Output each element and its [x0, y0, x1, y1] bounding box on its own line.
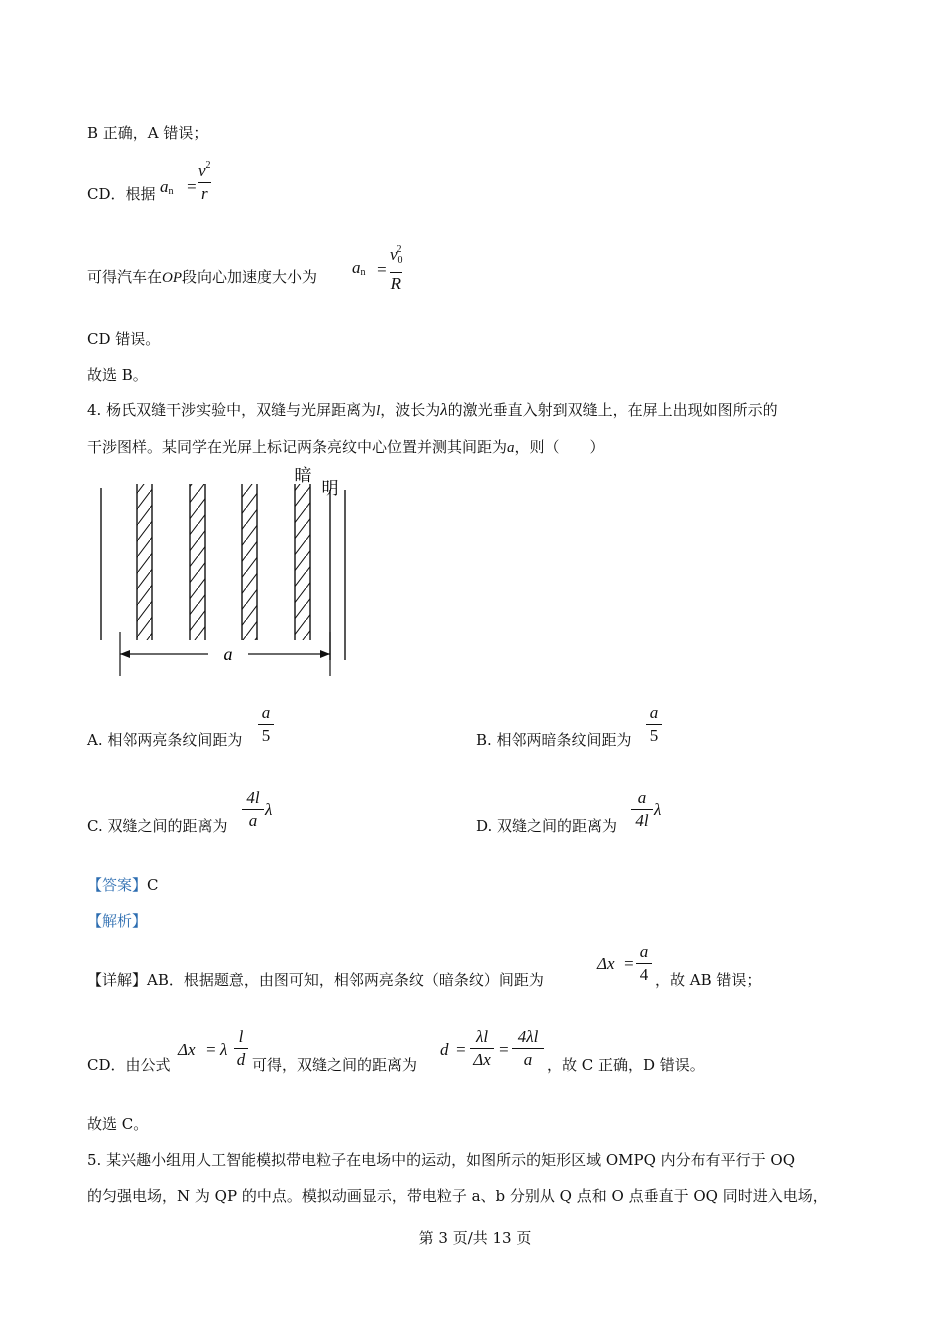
fraction-v0sq-over-R: $v_0^2$ R [390, 244, 403, 293]
option-d[interactable]: D. 双缝之间的距离为 [476, 817, 618, 835]
option-c-lambda: λ [265, 800, 273, 819]
page-footer: 第 3 页/共 13 页 [418, 1229, 532, 1247]
fraction-l-over-d: l d [234, 1027, 248, 1070]
measure-label: a [223, 644, 233, 664]
equals-sign-6: = [498, 1040, 510, 1059]
dx-symbol: Δx [597, 954, 615, 973]
dark-band-4 [295, 484, 310, 640]
bright-label: 明 [321, 479, 339, 499]
question-5-line2: 的匀强电场，N 为 QP 的中点。模拟动画显示，带电粒子 a、b 分别从 Q 点和 O 点垂直于 OQ 同时进入电场， [87, 1187, 828, 1205]
formula-an: $a_n$ [160, 177, 174, 197]
fraction-4lamdal-over-a: 4λl a [512, 1027, 544, 1070]
line-centripetal: 可得汽车在OP段向心加速度大小为 [87, 268, 318, 286]
explain-line-1-tail: ，故 AB 错误； [655, 971, 762, 989]
option-b-fraction: a 5 [646, 703, 662, 746]
equals-sign-4: = [205, 1040, 217, 1059]
option-d-lambda: λ [654, 800, 662, 819]
option-c[interactable]: C. 双缝之间的距离为 [87, 817, 228, 835]
formula-an-2: $a_n$ [352, 258, 366, 278]
lambda-symbol: λ [220, 1040, 228, 1059]
interference-figure [90, 460, 360, 685]
line-cd-wrong: CD 错误。 [87, 330, 161, 348]
option-a-fraction: a 5 [258, 703, 274, 746]
line-cd-according: CD．根据 [87, 185, 156, 203]
analysis-label: 【解析】 [87, 912, 148, 930]
fraction-a-over-4: a 4 [636, 942, 652, 985]
question-4-line2: 干涉图样。某同学在光屏上标记两条亮纹中心位置并测其间距为a，则（ ） [87, 438, 605, 456]
option-b[interactable]: B. 相邻两暗条纹间距为 [476, 731, 632, 749]
explain-line-3: 故选 C。 [87, 1115, 149, 1133]
equals-sign-5: = [455, 1040, 467, 1059]
explain-line-2: CD．由公式 [87, 1056, 171, 1074]
option-a[interactable]: A. 相邻两亮条纹间距为 [87, 731, 243, 749]
dark-label: 暗 [294, 466, 312, 486]
answer-line: 【答案】C [87, 876, 159, 894]
line-choose-b: 故选 B。 [87, 366, 148, 384]
fraction-v2-over-r: $v^2$ r [198, 160, 211, 203]
equals-sign-2: = [376, 260, 388, 279]
dark-band-2 [190, 484, 205, 640]
option-c-fraction: 4l a [242, 788, 264, 831]
option-d-fraction: a 4l [631, 788, 653, 831]
explain-line-1: 【详解】AB．根据题意，由图可知，相邻两亮条纹（暗条纹）间距为 [87, 971, 544, 989]
dark-band-3 [242, 484, 257, 640]
equals-sign-3: = [623, 954, 635, 973]
dx-symbol-2: Δx [178, 1040, 196, 1059]
d-symbol: d [440, 1040, 449, 1059]
explain-line-2-mid: 可得，双缝之间的距离为 [252, 1056, 418, 1074]
line-b-correct: B 正确，A 错误； [87, 124, 209, 142]
fraction-lamdal-over-dx: λl Δx [470, 1027, 494, 1070]
explain-line-2-tail: ，故 C 正确，D 错误。 [547, 1056, 705, 1074]
question-4-line1: 4. 杨氏双缝干涉实验中，双缝与光屏距离为l，波长为λ的激光垂直入射到双缝上，在屏上出现如图所示的 [87, 400, 778, 419]
equals-sign: = [186, 177, 198, 196]
dark-band-1 [137, 484, 152, 640]
question-5-line1: 5. 某兴趣小组用人工智能模拟带电粒子在电场中的运动，如图所示的矩形区域 OMPQ 内分布有平行于 OQ [87, 1151, 796, 1169]
